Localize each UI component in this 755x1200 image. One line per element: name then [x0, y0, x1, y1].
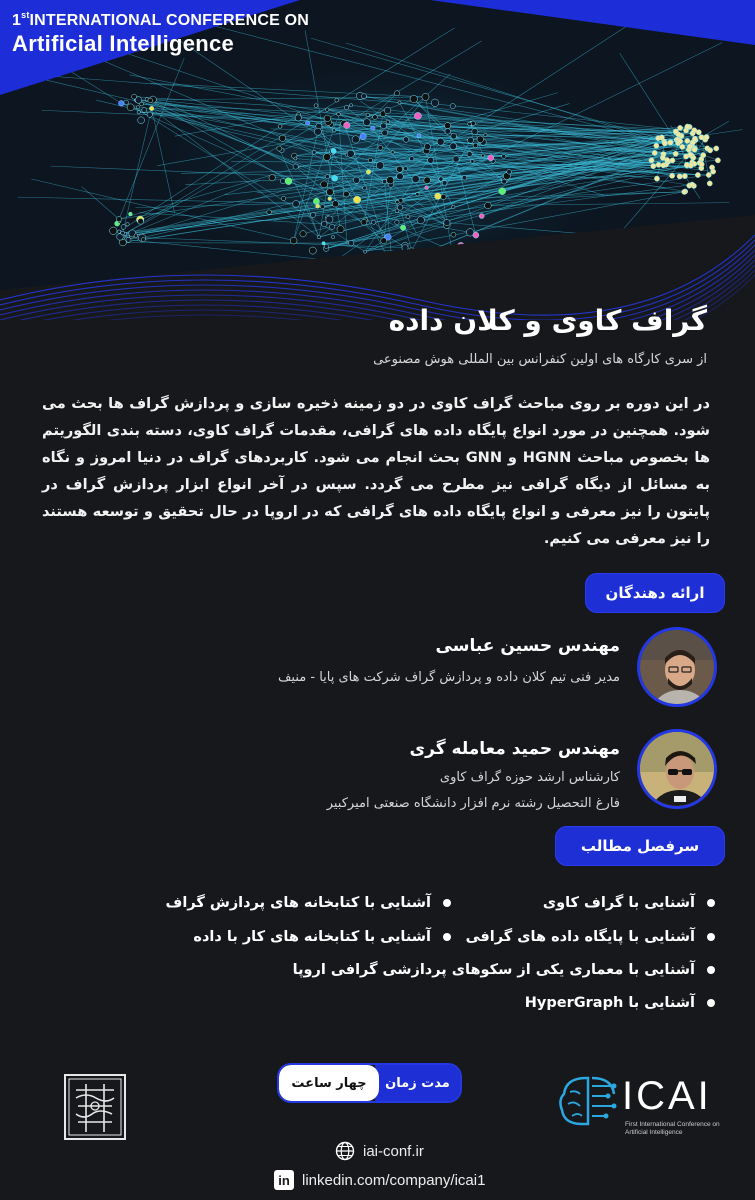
hero-banner [0, 0, 755, 320]
network-node [400, 225, 405, 230]
duration-badge [277, 1063, 462, 1103]
network-node [453, 156, 459, 162]
network-node [485, 202, 492, 209]
duration-value: چهار ساعت [279, 1065, 379, 1101]
topic-text: آشنایی با HyperGraph [524, 995, 695, 1011]
topic-text: آشنایی با گراف کاوی [542, 895, 695, 911]
network-node [386, 176, 393, 183]
icai-subtitle-line1: First International Conference on [625, 1121, 720, 1128]
network-node [468, 122, 472, 126]
workshop-title: گراف کاوی و کلان داده [388, 304, 707, 337]
network-node [293, 164, 298, 169]
network-node [352, 136, 359, 143]
network-node [473, 232, 479, 238]
network-node [670, 158, 675, 163]
network-node [384, 107, 391, 114]
network-node [293, 200, 300, 207]
network-node [267, 210, 272, 215]
network-node [324, 115, 331, 122]
network-node [711, 169, 716, 174]
conference-title [12, 10, 309, 57]
network-node [269, 174, 275, 180]
network-node [277, 146, 282, 151]
network-node [472, 128, 478, 134]
network-node [662, 141, 667, 146]
network-node [326, 108, 330, 112]
network-node [428, 157, 434, 163]
network-node [680, 144, 685, 149]
network-node [439, 177, 443, 181]
network-node [412, 175, 419, 182]
network-node [310, 212, 315, 217]
network-node [132, 94, 137, 99]
speaker-2-education: فارغ التحصیل رشته نرم افزار دانشگاه صنعتی امیرکبیر [326, 796, 620, 811]
network-node [323, 153, 330, 160]
network-node [110, 227, 117, 234]
network-node [300, 231, 306, 237]
network-node [715, 158, 720, 163]
network-node [391, 151, 394, 154]
network-node [395, 220, 399, 224]
network-node [332, 201, 338, 207]
bullet-icon [443, 933, 451, 941]
network-node [670, 173, 675, 178]
network-node [344, 122, 351, 129]
network-node [124, 100, 129, 105]
network-node [326, 189, 333, 196]
network-node [331, 148, 336, 153]
network-node [322, 242, 325, 245]
network-node [337, 226, 344, 233]
network-node [684, 162, 689, 167]
network-node [347, 150, 354, 157]
network-node [321, 221, 327, 227]
topics-heading: سرفصل مطالب [555, 826, 725, 866]
speaker-1-name: مهندس حسین عباسی [435, 636, 620, 656]
presenters-heading: ارائه دهندگان [585, 573, 725, 613]
topic-text: آشنایی با کتابخانه های پردازش گراف [165, 895, 431, 911]
network-node [690, 182, 695, 187]
network-node [682, 189, 687, 194]
network-node [321, 181, 328, 188]
network-node [121, 231, 125, 235]
network-node [381, 123, 387, 129]
network-node [410, 95, 417, 102]
network-node [659, 135, 664, 140]
network-node [499, 188, 506, 195]
network-node [294, 157, 297, 160]
network-node [502, 154, 506, 158]
network-node [127, 104, 134, 111]
network-node [661, 163, 666, 168]
network-node [444, 219, 450, 225]
network-node [652, 150, 657, 155]
conference-ordinal-suffix: st [21, 10, 30, 20]
topic-text: آشنایی با کتابخانه های کار با داده [193, 929, 431, 945]
network-node [695, 172, 700, 177]
network-node [314, 128, 321, 135]
speaker-2-role: کارشناس ارشد حوزه گراف کاوی [439, 770, 620, 785]
network-node [148, 98, 153, 103]
network-node [373, 115, 378, 120]
bullet-icon [443, 899, 451, 907]
topic-item [466, 929, 715, 945]
network-node [386, 120, 390, 124]
network-node [326, 216, 333, 223]
network-node [382, 179, 386, 183]
network-node [316, 204, 320, 208]
network-node [353, 177, 359, 183]
network-node [361, 94, 366, 99]
network-node [424, 143, 430, 149]
network-node [366, 170, 371, 175]
network-node [363, 186, 367, 190]
network-node [314, 104, 318, 108]
network-node [417, 216, 424, 223]
network-node [424, 177, 431, 184]
network-node [128, 212, 132, 216]
conference-ordinal: 1 [12, 12, 22, 29]
network-node [425, 186, 429, 190]
network-node [507, 169, 512, 174]
network-node [406, 215, 410, 219]
linkedin-icon: in [274, 1170, 294, 1190]
network-node [324, 244, 328, 248]
network-node [685, 138, 690, 143]
network-node [435, 193, 442, 200]
network-node [305, 121, 309, 125]
network-node [410, 156, 414, 160]
calligraphy-seal-icon [66, 1076, 124, 1138]
network-node [333, 129, 336, 132]
network-node [396, 166, 402, 172]
icai-logo-text: ICAI [622, 1074, 712, 1118]
network-node [147, 112, 152, 117]
network-node [382, 130, 388, 136]
network-node [673, 129, 678, 134]
network-node [116, 216, 121, 221]
network-node [484, 133, 487, 136]
network-node [397, 205, 402, 210]
website-link[interactable] [335, 1141, 424, 1161]
network-node [450, 143, 457, 150]
network-node [654, 176, 659, 181]
globe-icon [335, 1141, 355, 1161]
network-node [309, 247, 316, 254]
network-node [134, 234, 138, 238]
network-node [142, 107, 147, 112]
network-node [398, 101, 401, 104]
network-node [431, 99, 439, 107]
network-node [364, 250, 367, 253]
network-node [678, 139, 683, 144]
icai-logo-subtitle [625, 1121, 720, 1137]
network-node [649, 158, 654, 163]
network-node [363, 119, 370, 126]
topic-item [293, 962, 715, 978]
network-node [704, 134, 709, 139]
network-node [126, 237, 131, 242]
network-node [141, 238, 145, 242]
network-node [344, 105, 349, 110]
network-node [137, 111, 140, 114]
network-node [285, 178, 292, 185]
network-node [488, 155, 494, 161]
bullet-icon [707, 933, 715, 941]
speaker-2-name: مهندس حمید معامله گری [409, 739, 620, 759]
network-node [290, 237, 297, 244]
network-node [368, 158, 372, 162]
topic-text: آشنایی با معماری یکی از سکوهای پردازشی گرافی اروپا [292, 962, 695, 978]
network-node [444, 122, 450, 128]
topic-item [525, 995, 715, 1011]
network-node [445, 129, 451, 135]
network-node [313, 198, 319, 204]
network-node [394, 91, 399, 96]
workshop-description: در این دوره بر روی مباحث گراف کاوی در دو زمینه ذخیره سازی و پردازش گراف ها بحث می شود. همچنین در مورد انواع پایگاه داده های گرافی، مقدمات گراف کاوی، دسته بندی الگوریتم ها بخصوص مباحث HGNN و GNN بحث انجام می شود. کاربردهای گراف در دنیا امروز و نگاه به مسائل از دیگاه گرافی نیز مطرح می گردد. سپس در آخر انواع ابزار پردازش گراف در پایتون را نیز معرفی و انواع پایگاه داده های گرافی که در اروپا در حال تحقیق و توسعه هستند را نیز معرفی می کنیم. [42, 395, 710, 547]
network-node [673, 151, 678, 156]
network-node [692, 136, 697, 141]
linkedin-link[interactable] [274, 1170, 485, 1190]
network-node [714, 146, 719, 151]
network-node [471, 160, 475, 164]
network-node [136, 106, 139, 109]
topic-item [543, 895, 715, 911]
network-node [654, 143, 659, 148]
network-node [138, 117, 145, 124]
network-node [348, 240, 354, 246]
workshop-subtitle: از سری کارگاه های اولین کنفرانس بین المللی هوش مصنوعی [373, 352, 707, 367]
icai-subtitle-line2: Artificial Intelligence [625, 1129, 683, 1136]
network-node [451, 232, 456, 237]
network-node [331, 235, 334, 238]
conference-title-text: INTERNATIONAL CONFERENCE ON [29, 12, 309, 29]
person-photo-icon [640, 732, 717, 809]
network-node [682, 173, 687, 178]
network-node [361, 219, 367, 225]
network-node [441, 194, 446, 199]
network-node [479, 214, 484, 219]
network-node [677, 174, 682, 179]
network-node [404, 167, 408, 171]
network-node [278, 124, 282, 128]
speaker-1-role: مدیر فنی تیم کلان داده و پردازش گراف شرکت های پایا - منیف [277, 670, 620, 685]
network-node [685, 124, 690, 129]
network-node [422, 93, 429, 100]
network-node [376, 162, 384, 170]
network-node [462, 175, 467, 180]
network-node [706, 172, 711, 177]
network-node [692, 128, 697, 133]
network-node [442, 181, 447, 186]
speaker-2-avatar [637, 729, 717, 809]
network-node [281, 196, 285, 200]
network-node [468, 137, 474, 143]
network-node [337, 112, 341, 116]
network-node [353, 196, 360, 203]
network-node [502, 179, 507, 184]
network-node [378, 145, 383, 150]
network-node [371, 126, 375, 130]
network-node [321, 205, 325, 209]
person-photo-icon [640, 630, 717, 707]
network-node [656, 162, 661, 167]
network-node [121, 224, 126, 229]
network-node [397, 173, 404, 180]
linkedin-text[interactable]: linkedin.com/company/icai1 [302, 1171, 486, 1189]
network-node [692, 147, 697, 152]
network-node [138, 218, 144, 224]
network-node [360, 133, 366, 139]
network-node [414, 112, 421, 119]
university-seal-logo [64, 1074, 126, 1140]
network-node [708, 148, 713, 153]
network-node [477, 136, 484, 143]
network-node [677, 125, 682, 130]
network-node [665, 157, 670, 162]
speaker-1-avatar [637, 627, 717, 707]
duration-label: مدت زمان [375, 1065, 460, 1101]
network-node [451, 133, 457, 139]
network-node [417, 134, 421, 138]
network-node [279, 135, 285, 141]
website-text[interactable]: iai-conf.ir [363, 1142, 424, 1160]
conference-title-line2: Artificial Intelligence [12, 31, 235, 56]
network-node [403, 137, 409, 143]
network-node [328, 197, 332, 201]
network-node [473, 143, 478, 148]
network-node [450, 103, 455, 108]
topic-text: آشنایی با پایگاه داده های گرافی [465, 929, 695, 945]
network-node [126, 223, 130, 227]
network-node [149, 106, 154, 111]
bullet-icon [707, 966, 715, 974]
network-node [668, 140, 673, 145]
bullet-icon [707, 999, 715, 1007]
network-node [280, 178, 285, 183]
topic-item [166, 895, 452, 911]
network-node [366, 113, 370, 117]
topic-item [193, 929, 451, 945]
network-node [451, 205, 455, 209]
bullet-icon [707, 899, 715, 907]
network-node [707, 181, 712, 186]
conference-title-line1 [12, 10, 309, 30]
network-node [295, 115, 301, 121]
network-node [651, 164, 656, 169]
network-node [699, 135, 704, 140]
network-node [481, 154, 484, 157]
network-node [684, 154, 689, 159]
network-node [349, 104, 352, 107]
network-node [332, 175, 338, 181]
network-node [372, 220, 376, 224]
network-node [699, 162, 704, 167]
network-node [325, 174, 329, 178]
network-node [396, 200, 400, 204]
network-node [117, 230, 121, 234]
network-node [329, 224, 334, 229]
network-node [416, 193, 420, 197]
network-node [343, 191, 349, 197]
network-node [317, 235, 321, 239]
network-node [467, 152, 472, 157]
network-node [335, 98, 339, 102]
network-node [381, 238, 387, 244]
network-node [437, 138, 444, 145]
network-node [119, 101, 125, 107]
network-node [312, 150, 316, 154]
